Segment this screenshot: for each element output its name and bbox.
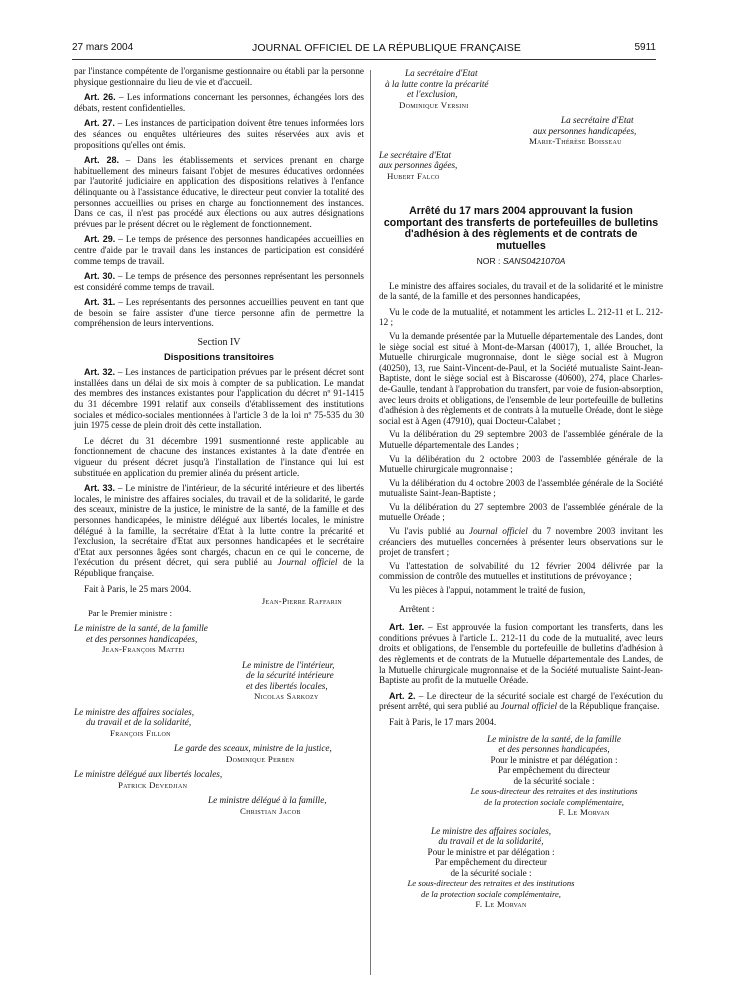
signatory-title: et des libertés locales, [246,680,328,691]
fait-a-paris: Fait à Paris, le 25 mars 2004. [84,583,192,594]
signatory-title: La secrétaire d'Etat [405,68,478,78]
article-label: Art. 27. [84,118,115,129]
article-label: Art. 26. [84,92,116,103]
visa-text: Vu l'avis publié au [389,526,470,537]
signatory-title: du travail et de la solidarité, [438,836,544,847]
article-32 [74,367,364,431]
article-text: – Les informations concernant les personnes, échangées lors des débats, restent confidentielles. [74,92,364,113]
article-text: – Le temps de présence des personnes représentant les personnels est considéré comme temps de travail. [74,271,365,292]
visa-demande: Vu la demande présentée par la Mutuelle départementale des Landes, dont le siège social est situé à Mont-de-Marsan (40017), 1, allée Brouchet, la Mutuelle chirurgicale mugronnaise, dont le siège social est à Mugron (40250), 13, rue Saint-Vincent-de-Paul, et la Société mutualiste Saint-Jean-Baptiste, dont le siège social est à Biscarosse (40600), 274, place Charles-de-Gaulle, tendant à l'approbation du transfert, par voie de fusion-absorption, avec leurs droits et obligations, de l'ensemble de leur portefeuille de bulletins d'adhésion à des règlements et de contrats à la mutuelle Oréade, dont le siège social est à Agen (47910), quai Docteur-Calabet ; [379,330,663,426]
visa-attestation: Vu l'attestation de solvabilité du 12 février 2004 délivrée par la commission de contrôle des mutuelles et institutions de prévoyance ; [379,560,663,582]
signatory-title: Le ministre des affaires sociales, [430,825,552,836]
signatory-title: Le ministre délégué à la famille, [208,795,327,806]
header-rule [72,59,656,60]
signature-block-personnes-agees [379,150,663,182]
article-label: Art. 33. [84,483,116,494]
preamble: Le ministre des affaires sociales, du travail et de la solidarité et le ministre de la santé, de la famille et des personnes handicapées, [379,280,663,302]
signatory-title: Le ministre de la santé, de la famille [74,623,208,634]
arretent: Arrêtent : [399,603,435,614]
article-text: – Le temps de présence des personnes handicapées accueillies en centre d'aide par le travail dans les instances de participation est considéré comme temps de travail. [74,234,365,266]
visa-deliberation-saint-jean: Vu la délibération du 4 octobre 2003 de l'assemblée générale de la Société mutualiste Saint-Jean-Baptiste ; [379,477,663,499]
signature-block-handicapees [379,115,663,147]
delegation-line: Par empêchement du directeur [498,765,610,776]
signatory-name: Marie-Thérèse Boisseau [529,136,622,146]
delegation-line: de la sécurité sociale : [513,775,595,786]
article-33 [74,483,364,578]
column-divider [370,70,371,975]
article-label: Art. 29. [84,234,116,245]
article-text: de la République française. [557,701,660,712]
signatory-title: de la protection sociale complémentaire, [421,888,561,899]
signatory-name: Christian Jacob [240,805,301,816]
article-text: – Les instances de participation prévues par le présent décret sont installées dans un délai de six mois à compter de sa publication. Le mandat des membres des instances existantes pour l'application du décret nº 91-1415 du 31 décembre 1991 relatif aux conseils d'établissement des institutions sociales et médico-sociales mentionnées à l'article 3 de la loi nº 75-535 du 30 juin 1975 cesse de plein droit dès cette installation. [74,367,364,431]
delegation-line: Pour le ministre et par délégation : [427,846,555,857]
article-1 [379,622,663,686]
signatory-title: Le garde des sceaux, ministre de la justice, [174,743,332,754]
article-text: – Les instances de participation doivent être tenues informées lors des séances ou enquêtes ultérieures des suites réservées aux avis et propositions qu'elles ont émis. [74,118,364,150]
signature-block-justice [74,743,364,764]
article-label: Art. 2. [389,690,416,701]
delegation-line: de la sécurité sociale : [450,867,532,878]
signatory-title: Le ministre de la santé, de la famille [487,733,621,744]
article-text: – Le directeur de la sécurité sociale est chargé de l'exécution du présent arrêté, qui sera publié au [379,690,663,712]
signatory-title: du travail et de la solidarité, [86,717,192,728]
article-28 [74,155,364,229]
header-page-number: 5911 [634,42,656,53]
signatory-title: aux personnes handicapées, [533,125,637,136]
article-text: – Les représentants des personnes accueillies peuvent en tant que de besoin se faire assister d'une tierce personne afin de permettre la compréhension de leurs interventions. [74,297,364,329]
paragraph-continued: par l'instance compétente de l'organisme gestionnaire ou établi par la personne physique gestionnaire du lieu de vie et d'accueil. [74,66,364,87]
journal-officiel-ref: Journal officiel [500,701,558,712]
par-premier-ministre: Par le Premier ministre : [88,607,173,618]
article-29 [74,234,364,266]
signatory-name: Jean-François Mattei [102,644,185,655]
signatory-title: et des personnes handicapées, [86,633,198,644]
header-date: 27 mars 2004 [72,42,134,53]
signatory-name: Patrick Devedjian [118,779,188,790]
left-column [74,66,364,821]
signatory-title: Le secrétaire d'Etat [379,149,452,160]
signatory-name: F. Le Morvan [558,807,610,818]
signatory-title: et l'exclusion, [407,89,458,99]
article-32-paragraph-2: Le décret du 31 décembre 1991 susmentionné reste applicable au fonctionnement de chacune des instances existantes à la date d'entrée en vigueur du présent décret jusqu'à l'installation de l'instance qui lui est substituée en application du premier alinéa du présent article. [74,435,364,478]
visa-deliberation-landes: Vu la délibération du 29 septembre 2003 de l'assemblée générale de la Mutuelle départementale des Landes ; [379,429,663,450]
signature-block-sante-delegation [379,734,663,818]
signatory-title: Le ministre des affaires sociales, [74,706,195,717]
signatory-name: Nicolas Sarkozy [254,691,319,702]
article-label: Art. 32. [84,367,116,378]
signature-block-famille [74,795,364,816]
signatory-name: Hubert Falco [387,170,440,181]
page-header [72,42,656,58]
visa-pieces: Vu les pièces à l'appui, notamment le traité de fusion, [389,585,586,596]
nor-code: SANS0421070A [502,256,566,266]
article-label: Art. 30. [84,271,116,282]
article-label: Art. 28. [84,155,119,166]
article-label: Art. 1er. [389,622,425,633]
article-27 [74,118,364,150]
signature-block-interieur [74,660,364,702]
right-column [379,66,663,915]
signatory-name: François Fillon [110,727,171,738]
header-journal-title: JOURNAL OFFICIEL DE LA RÉPUBLIQUE FRANÇAISE [252,42,521,54]
article-31 [74,297,364,329]
delegation-line: Par empêchement du directeur [435,857,547,868]
visa-avis-jo [379,526,663,558]
visa-deliberation-mugronnaise: Vu la délibération du 2 octobre 2003 de l'assemblée générale de la Mutuelle chirurgicale mugronnaise ; [379,453,663,475]
article-label: Art. 31. [84,297,116,308]
article-26 [74,92,364,113]
article-2 [379,691,663,712]
signatory-title: Le sous-directeur des retraites et des institutions [470,786,638,797]
fait-a-paris: Fait à Paris, le 17 mars 2004. [389,716,497,727]
signatory-title: Le ministre de l'intérieur, [242,659,335,670]
signature-block-sante [74,623,364,655]
article-text: – Est approuvée la fusion comportant les transferts, dans les conditions prévues à l'article L. 212-11 du code de la mutualité, avec leurs droits et obligations, de l'ensemble du portefeuille de bulletins d'adhésion à des règlements et de contrats de la Mutuelle départementale des Landes, de la Mutuelle chirurgicale mugronnaise et de la Société mutualiste Saint-Jean-Baptiste au profit de la mutuelle Oréade. [379,622,663,686]
signatory-title: aux personnes âgées, [379,160,458,170]
article-text: de la République française. [74,557,364,578]
journal-officiel-ref: Journal officiel [469,526,528,537]
signature-block-affaires-sociales-delegation [379,826,663,910]
decree-title: Arrêté du 17 mars 2004 approuvant la fusion comportant des transferts de portefeuilles de bulletins d'adhésion à des règlements et de contrats de mutuelles [383,205,659,252]
signatory-title: Le sous-directeur des retraites et des institutions [407,878,575,889]
signatory-prime-minister: Jean-Pierre Raffarin [261,596,342,607]
signatory-name: F. Le Morvan [475,899,527,910]
article-30 [74,271,364,292]
article-text: – Dans les établissements et services prenant en charge habituellement des mineurs faisant l'objet de mesures éducatives ordonnées par l'autorité judiciaire en application des dispositions relatives à l'enfance délinquante ou à l'assistance éducative, le directeur peut convier la totalité des personnes accueillies ou prises en charge au fonctionnement des instances. Dans ce cas, il n'est pas procédé aux élections ou aux autres désignations prévues par le présent décret ou le règlement de fonctionnement. [74,155,364,229]
journal-officiel-ref: Journal officiel [277,557,338,568]
signatory-name: Dominique Versini [399,99,469,110]
delegation-line: Pour le ministre et par délégation : [490,754,618,765]
signatory-name: Dominique Perben [226,753,295,764]
signatory-title: et des personnes handicapées, [498,744,610,755]
section-heading: Section IV [197,337,241,349]
signature-block-affaires-sociales [74,707,364,739]
nor-reference [379,256,663,267]
signatory-title: à la lutte contre la précarité [385,78,489,89]
visa-deliberation-oreade: Vu la délibération du 27 septembre 2003 de l'assemblée générale de la mutuelle Oréade ; [379,501,663,523]
signatory-title: de la protection sociale complémentaire, [484,796,624,807]
signatory-title: de la sécurité intérieure [246,670,334,681]
visa-code-mutualite: Vu le code de la mutualité, et notamment les articles L. 212-11 et L. 212-12 ; [379,306,663,328]
visa-text: du 7 novembre 2003 invitant les créanciers des mutuelles concernées à présenter leurs observations sur le projet de transfert ; [379,526,664,558]
signature-block-libertes-locales [74,769,364,790]
nor-label: NOR : [476,256,503,266]
signature-block-precarite [379,68,663,110]
signatory-title: Le ministre délégué aux libertés locales, [74,769,223,780]
article-text: – Le ministre de l'intérieur, de la sécurité intérieure et des libertés locales, le ministre des affaires sociales, du travail et de la solidarité, le garde des sceaux, ministre de la justice, le ministre de la santé, de la famille et des personnes handicapées, le ministre délégué aux libertés locales, le ministre délégué à la famille, la secrétaire d'Etat à la lutte contre la précarité et l'exclusion, la secrétaire d'Etat aux personnes handicapées et le secrétaire d'Etat aux personnes âgées sont chargés, chacun en ce qui le concerne, de l'exécution du présent décret, qui sera publié au [74,483,365,568]
signatory-title: La secrétaire d'Etat [561,115,634,125]
section-title: Dispositions transitoires [164,350,274,362]
